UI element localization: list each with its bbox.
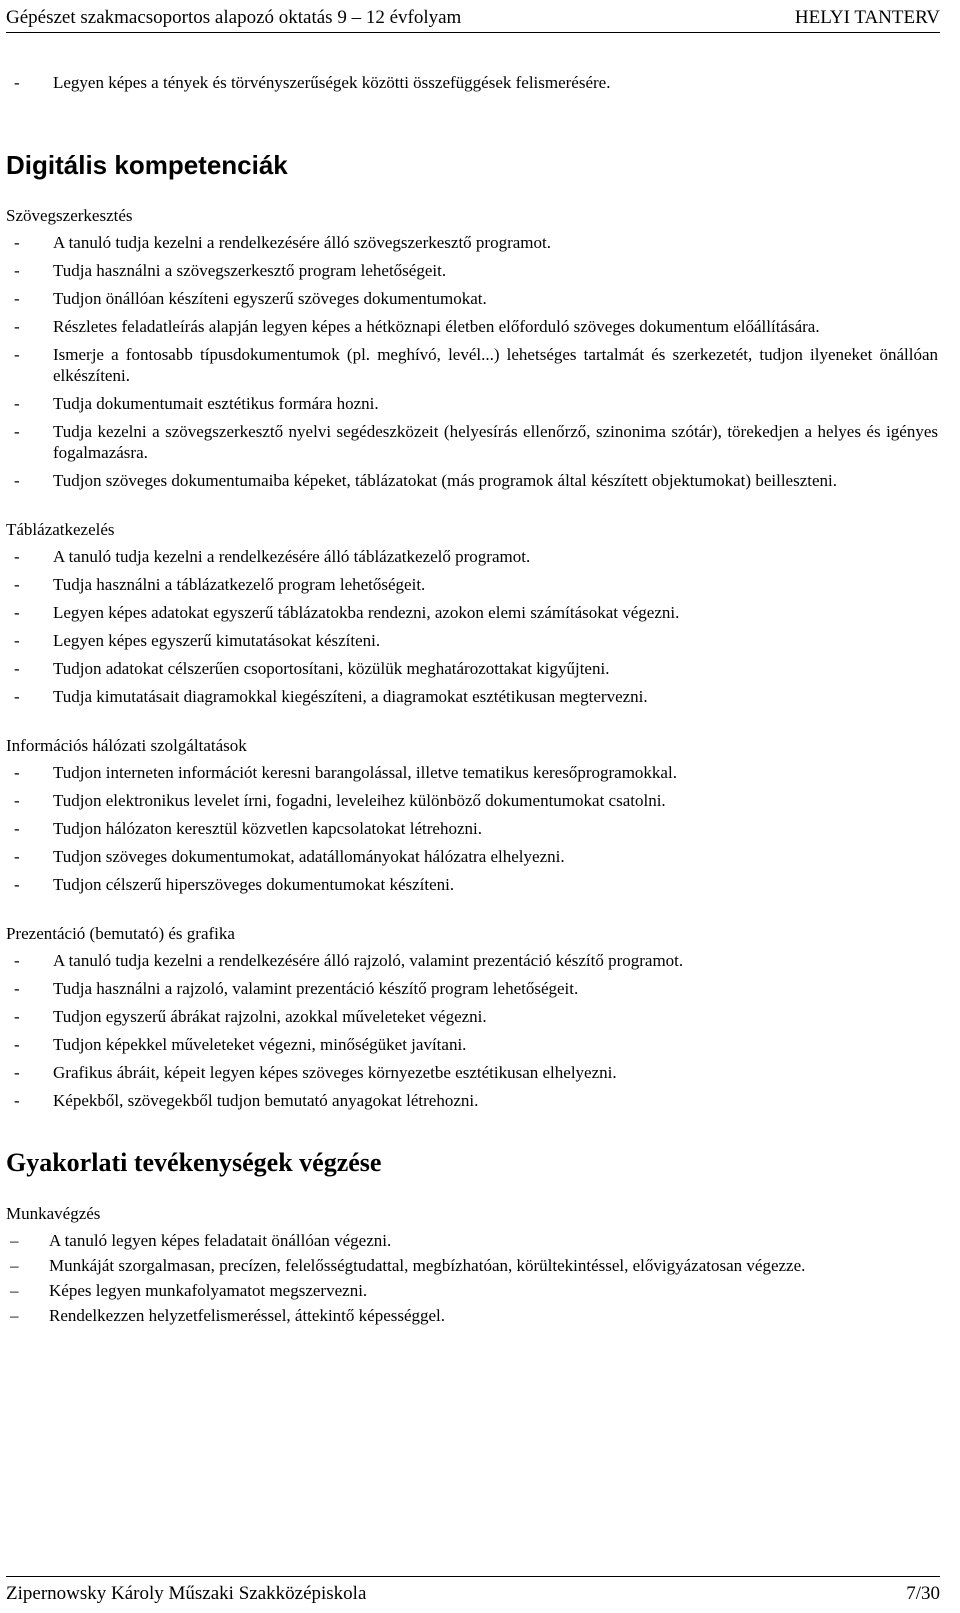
network-services-list (6, 762, 938, 895)
list-item: – Képes legyen munkafolyamatot megszervezni. (10, 1281, 368, 1300)
dash-bullet: - (14, 687, 20, 706)
dash-bullet: - (14, 261, 20, 280)
dash-bullet: - (14, 763, 20, 782)
spreadsheets-list (6, 546, 938, 707)
work-list (6, 1230, 938, 1326)
list-item: - Tudjon adatokat célszerűen csoportosítani, közülük meghatározottakat kigyűjteni. (14, 659, 610, 678)
footer-school-name: Zipernowsky Károly Műszaki Szakközépiskola (6, 1583, 367, 1604)
list-item: - Grafikus ábráit, képeit legyen képes szöveges környezetbe esztétikusan elhelyezni. (14, 1063, 617, 1082)
subheading-network-services: Információs hálózati szolgáltatások (6, 736, 247, 755)
list-item: - Képekből, szövegekből tudjon bemutató anyagokat létrehozni. (14, 1091, 479, 1110)
list-item: - Legyen képes egyszerű kimutatásokat készíteni. (14, 631, 381, 650)
dash-bullet: - (14, 979, 20, 998)
dash-bullet: - (14, 233, 20, 252)
list-item: - Tudjon képekkel műveleteket végezni, minőségüket javítani. (14, 1035, 467, 1054)
dash-bullet: - (14, 575, 20, 594)
dash-bullet: – (10, 1281, 19, 1300)
dash-bullet: - (14, 289, 20, 308)
dash-bullet: - (14, 1035, 20, 1054)
section-title-digital: Digitális kompetenciák (6, 150, 288, 180)
list-item: - Tudja használni a rajzoló, valamint prezentáció készítő program lehetőségeit. (14, 979, 579, 998)
list-item: - Tudja kezelni a szövegszerkesztő nyelvi segédeszközeit (helyesírás ellenőrző, szinonima szótár), törekedjen a helyes és igényes fogalmazásra. (14, 422, 938, 462)
page-number: 7/30 (906, 1583, 940, 1604)
list-item: - Tudja használni a táblázatkezelő program lehetőségeit. (14, 575, 426, 594)
list-item: - Tudjon szöveges dokumentumokat, adatállományokat hálózatra elhelyezni. (14, 847, 565, 866)
dash-bullet: - (14, 1007, 20, 1026)
dash-bullet: - (14, 73, 20, 92)
subheading-work: Munkavégzés (6, 1204, 101, 1223)
page-content (6, 62, 938, 1330)
dash-bullet: - (14, 847, 20, 866)
list-item: - Legyen képes a tények és törvényszerűségek közötti összefüggések felismerésére. (14, 73, 611, 92)
word-processing-list (6, 232, 938, 491)
dash-bullet: - (14, 394, 20, 413)
list-item: - Tudjon egyszerű ábrákat rajzolni, azokkal műveleteket végezni. (14, 1007, 487, 1026)
dash-bullet: – (10, 1256, 19, 1275)
list-item: - A tanuló tudja kezelni a rendelkezésére álló táblázatkezelő programot. (14, 547, 531, 566)
dash-bullet: - (14, 345, 20, 364)
dash-bullet: - (14, 631, 20, 650)
dash-bullet: - (14, 1063, 20, 1082)
section-title-practice: Gyakorlati tevékenységek végzése (6, 1148, 382, 1177)
dash-bullet: - (14, 422, 20, 441)
list-item: - Ismerje a fontosabb típusdokumentumok (pl. meghívó, levél...) lehetséges tartalmát és szerkezetét, tudjon ilyeneket önállóan elkészíteni. (14, 345, 938, 385)
list-item: - Tudjon önállóan készíteni egyszerű szöveges dokumentumokat. (14, 289, 487, 308)
dash-bullet: - (14, 1091, 20, 1110)
list-item: - Legyen képes adatokat egyszerű táblázatokba rendezni, azokon elemi számításokat végezni. (14, 603, 680, 622)
list-item: - A tanuló tudja kezelni a rendelkezésére álló rajzoló, valamint prezentáció készítő programot. (14, 951, 684, 970)
subheading-spreadsheets: Táblázatkezelés (6, 520, 115, 539)
list-item: – Munkáját szorgalmasan, precízen, felelősségtudattal, megbízhatóan, körültekintéssel, elővigyázatosan végezze. (10, 1256, 806, 1275)
header-title: Gépészet szakmacsoportos alapozó oktatás 9 – 12 évfolyam (6, 7, 462, 28)
dash-bullet: - (14, 659, 20, 678)
list-item: - A tanuló tudja kezelni a rendelkezésére álló szövegszerkesztő programot. (14, 233, 551, 252)
list-item: - Tudjon interneten információt keresni barangolással, illetve tematikus keresőprogramokkal. (14, 763, 677, 782)
dash-bullet: - (14, 791, 20, 810)
dash-bullet: - (14, 317, 20, 336)
intro-list (6, 72, 938, 93)
list-item: - Tudjon elektronikus levelet írni, fogadni, leveleihez különböző dokumentumokat csatolni. (14, 791, 666, 810)
dash-bullet: – (10, 1231, 19, 1250)
list-item: - Tudjon hálózaton keresztül közvetlen kapcsolatokat létrehozni. (14, 819, 482, 838)
list-item: – A tanuló legyen képes feladatait önállóan végezni. (10, 1231, 392, 1250)
dash-bullet: - (14, 603, 20, 622)
list-item: - Részletes feladatleírás alapján legyen képes a hétköznapi életben előforduló szöveges dokumentum előállítására. (14, 317, 820, 336)
list-item: - Tudjon célszerű hiperszöveges dokumentumokat készíteni. (14, 875, 455, 894)
page-header (6, 0, 940, 33)
dash-bullet: - (14, 951, 20, 970)
list-item: - Tudja használni a szövegszerkesztő program lehetőségeit. (14, 261, 447, 280)
dash-bullet: – (10, 1306, 19, 1325)
subheading-presentation-graphics: Prezentáció (bemutató) és grafika (6, 924, 235, 943)
list-item: - Tudjon szöveges dokumentumaiba képeket, táblázatokat (más programok által készített objektumokat) beilleszteni. (14, 471, 837, 490)
header-doc-type: HELYI TANTERV (794, 7, 940, 28)
dash-bullet: - (14, 547, 20, 566)
dash-bullet: - (14, 819, 20, 838)
list-item: – Rendelkezzen helyzetfelismeréssel, áttekintő képességgel. (10, 1306, 446, 1325)
presentation-graphics-list (6, 950, 938, 1111)
dash-bullet: - (14, 471, 20, 490)
page-footer (6, 1576, 940, 1611)
list-item: - Tudja dokumentumait esztétikus formára hozni. (14, 394, 379, 413)
subheading-word-processing: Szövegszerkesztés (6, 206, 133, 225)
dash-bullet: - (14, 875, 20, 894)
list-item: - Tudja kimutatásait diagramokkal kiegészíteni, a diagramokat esztétikusan megtervezni. (14, 687, 648, 706)
